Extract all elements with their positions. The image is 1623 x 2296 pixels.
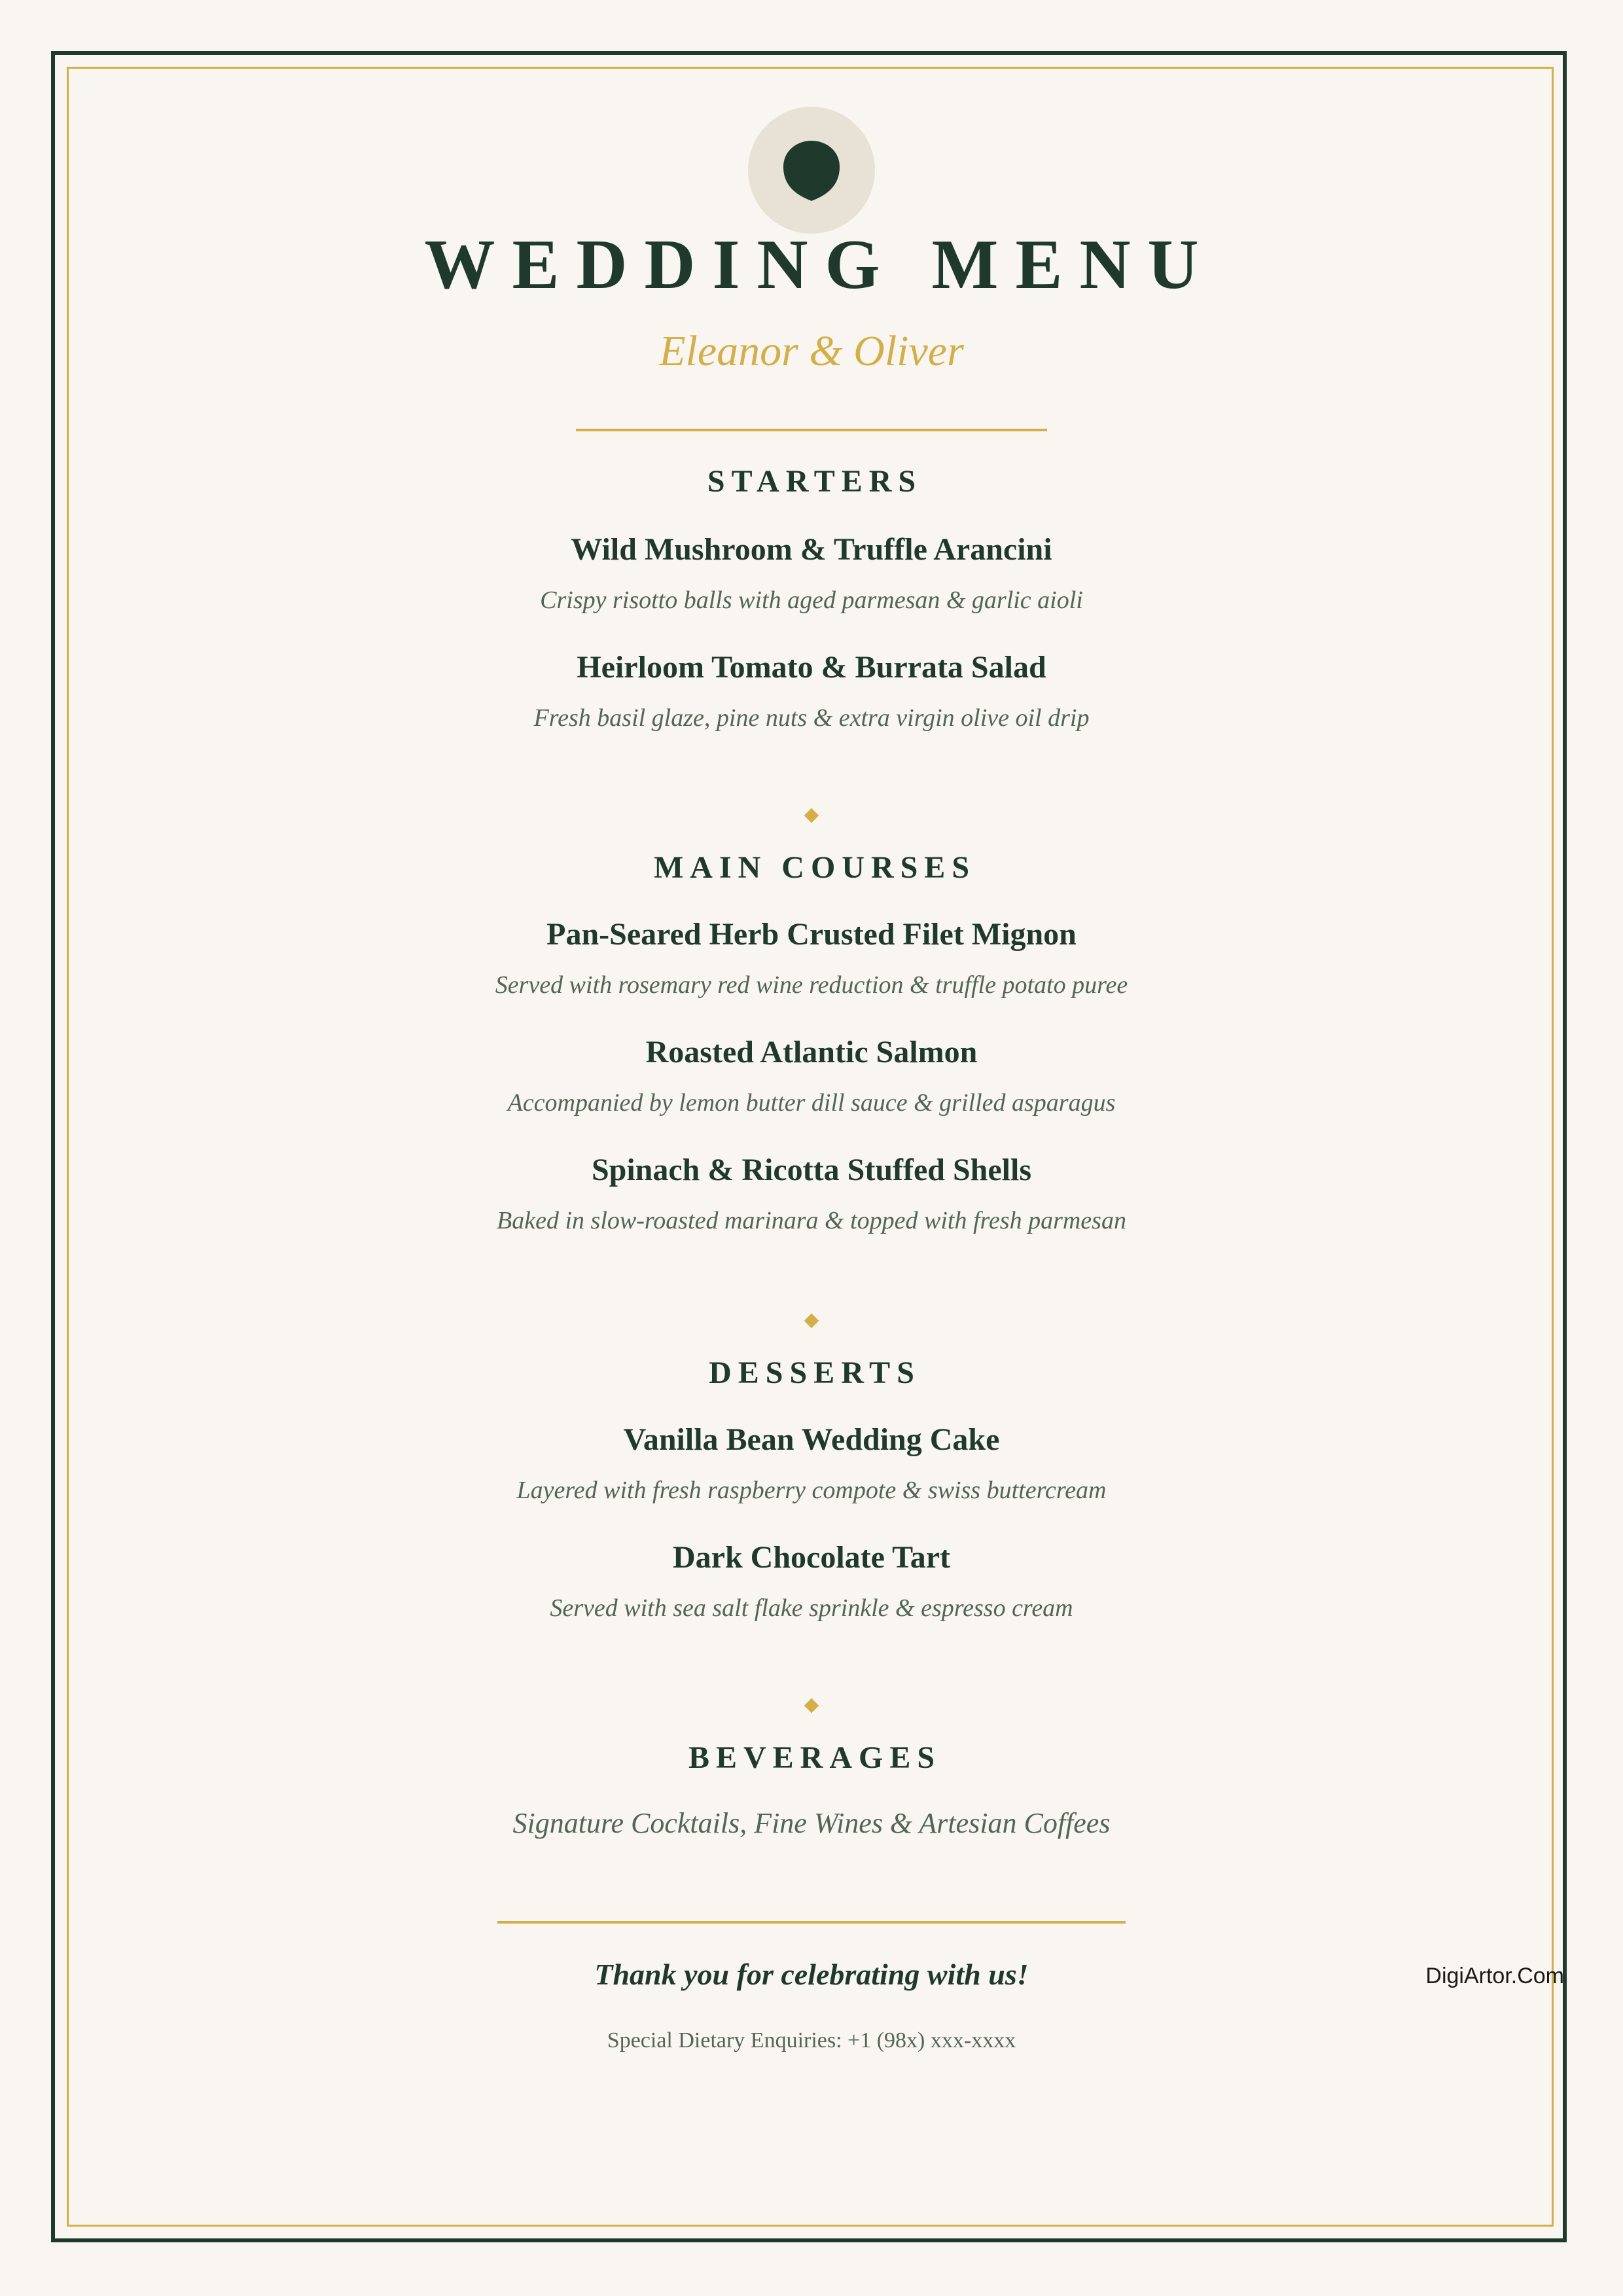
watermark: DigiArtor.Com — [1425, 1964, 1564, 1988]
dish-description: Fresh basil glaze, pine nuts & extra virgin olive oil drip — [533, 704, 1090, 732]
header-divider — [576, 429, 1047, 431]
dish-name: Heirloom Tomato & Burrata Salad — [577, 650, 1046, 685]
dish-name: Roasted Atlantic Salmon — [645, 1035, 978, 1069]
dietary-contact: Special Dietary Enquiries: +1 (98x) xxx-xxxx — [607, 2028, 1016, 2053]
section-title-beverages: BEVERAGES — [688, 1740, 942, 1775]
dish-name: Pan-Seared Herb Crusted Filet Mignon — [546, 917, 1077, 952]
dish-description: Accompanied by lemon butter dill sauce & grilled asparagus — [507, 1089, 1116, 1117]
couple-names: Eleanor & Oliver — [659, 327, 964, 375]
dish-description: Layered with fresh raspberry compote & swiss buttercream — [516, 1477, 1107, 1504]
footer-divider — [497, 1921, 1126, 1924]
dish-description: Served with sea salt flake sprinkle & espresso cream — [550, 1594, 1073, 1622]
leaf-drop-icon — [782, 139, 841, 202]
dish-name: Vanilla Bean Wedding Cake — [623, 1422, 1000, 1457]
dish-description: Crispy risotto balls with aged parmesan & garlic aioli — [540, 586, 1083, 614]
menu-title: WEDDING MENU — [424, 226, 1216, 304]
thank-you-message: Thank you for celebrating with us! — [594, 1958, 1029, 1991]
dish-description: Served with rosemary red wine reduction & truffle potato puree — [495, 971, 1128, 999]
dish-description: Baked in slow-roasted marinara & topped with fresh parmesan — [497, 1207, 1126, 1234]
inner-border — [67, 67, 1554, 2227]
beverages-note: Signature Cocktails, Fine Wines & Artesian Coffees — [512, 1807, 1111, 1839]
dish-name: Wild Mushroom & Truffle Arancini — [571, 532, 1052, 567]
dish-name: Spinach & Ricotta Stuffed Shells — [591, 1153, 1032, 1187]
emblem-circle — [748, 107, 875, 234]
section-title-starters: STARTERS — [707, 464, 923, 499]
section-title-desserts: DESSERTS — [709, 1355, 921, 1390]
dish-name: Dark Chocolate Tart — [673, 1540, 950, 1575]
section-title-main-courses: MAIN COURSES — [653, 850, 976, 885]
